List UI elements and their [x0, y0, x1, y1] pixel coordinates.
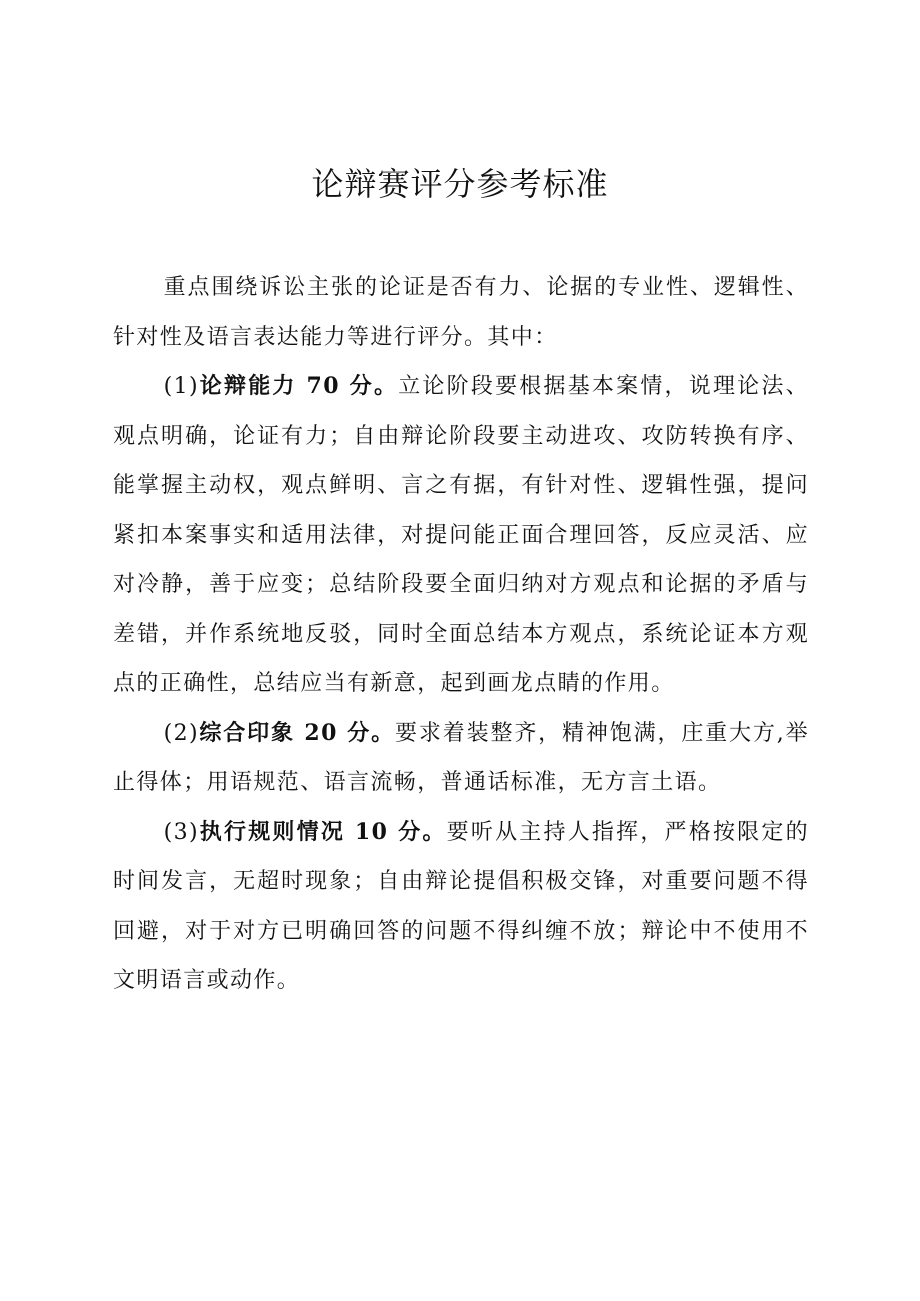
item-text: 立论阶段要根据基本案情，说理论法、观点明确，论证有力；自由辩论阶段要主动进攻、攻防转换有序、能掌握主动权，观点鲜明、言之有据，有针对性、逻辑性强，提问紧扣本案事实和适用法律，对提问能正面合理回答，反应灵活、应对冷静，善于应变；总结阶段要全面归纳对方观点和论据的矛盾与差错，并作系统地反驳，同时全面总结本方观点，系统论证本方观点的正确性，总结应当有新意，起到画龙点睛的作用。: [113, 374, 809, 696]
item-text: 要听从主持人指挥，严格按限定的时间发言，无超时现象；自由辩论提倡积极交锋，对重要问题不得回避，对于对方已明确回答的问题不得纠缠不放；辩论中不使用不文明语言或动作。: [113, 819, 809, 993]
page-title: 论辩赛评分参考标准: [311, 165, 609, 203]
item-number: (2): [163, 720, 199, 746]
item-text: 要求着装整齐，精神饱满，庄重大方,举止得体；用语规范、语言流畅，普通话标准，无方言土语。: [113, 720, 810, 795]
intro-paragraph: 重点围绕诉讼主张的论证是否有力、论据的专业性、逻辑性、针对性及语言表达能力等进行评分。其中：: [113, 275, 809, 350]
item-heading: 论辩能力 70 分。: [198, 373, 399, 399]
criterion-item: [113, 808, 809, 1006]
item-number: (1): [163, 374, 199, 399]
item-number: (3): [163, 819, 199, 845]
item-heading: 执行规则情况 10 分。: [198, 818, 447, 845]
criterion-item: [113, 709, 809, 808]
criterion-item: [113, 362, 809, 709]
document-body: [113, 263, 809, 1006]
item-heading: 综合印象 20 分。: [198, 719, 396, 746]
